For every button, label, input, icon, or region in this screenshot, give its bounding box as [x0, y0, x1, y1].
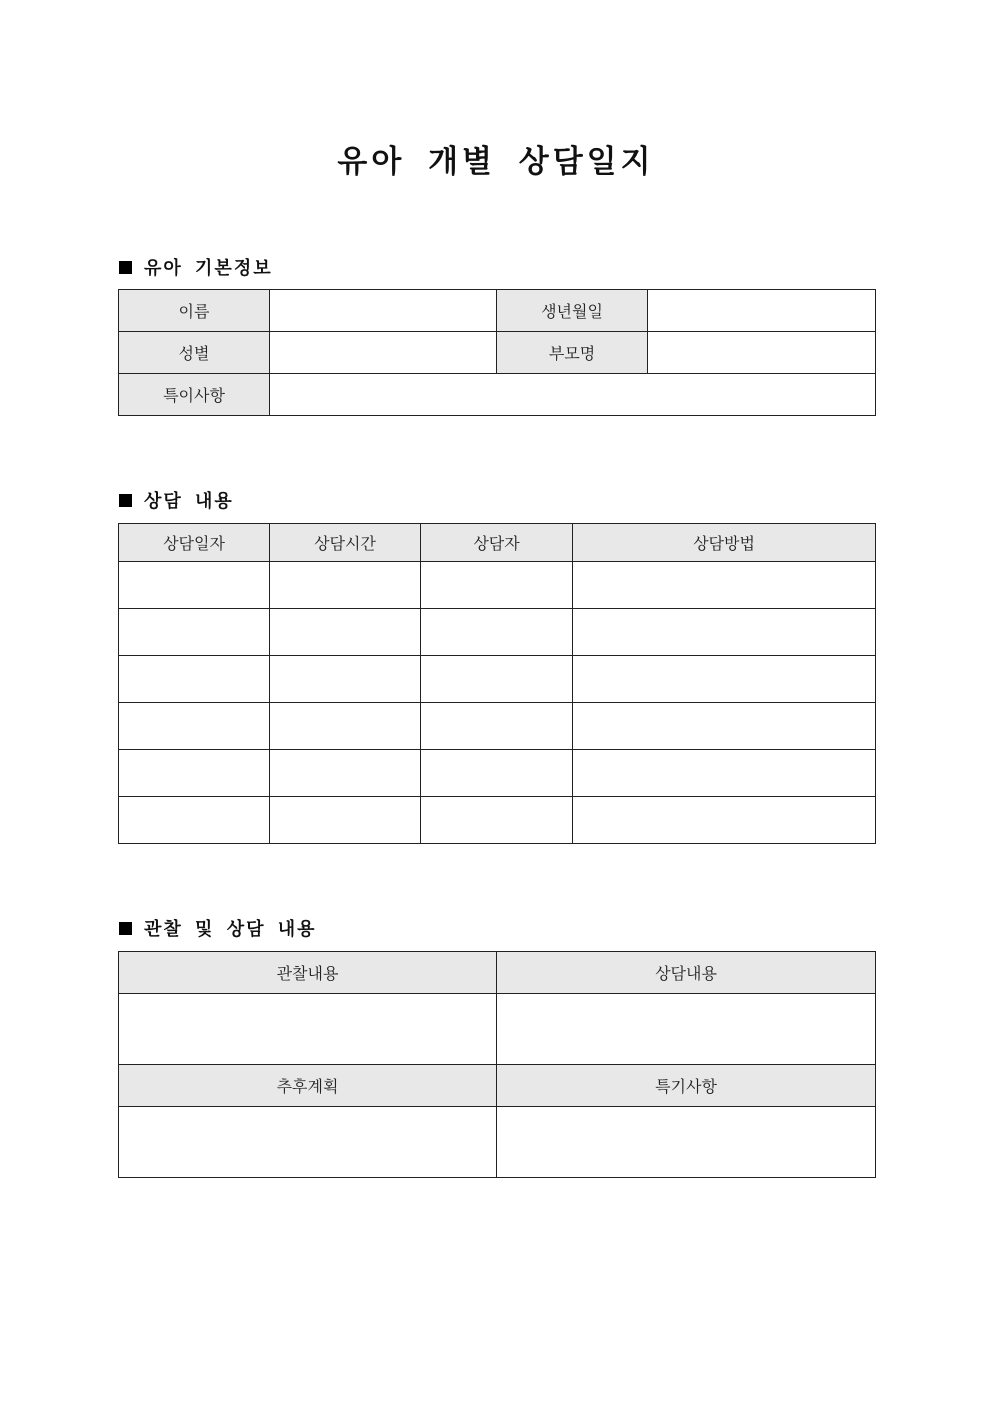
column-header-date: 상담일자: [119, 524, 270, 562]
table-row: [119, 332, 876, 374]
gender-field[interactable]: [270, 332, 497, 374]
method-cell[interactable]: [573, 562, 876, 609]
section-heading-label: 유아 기본정보: [144, 258, 273, 279]
consultation-table: [118, 523, 876, 844]
special-notes-field[interactable]: [497, 1107, 876, 1178]
column-header-counselor: 상담자: [421, 524, 573, 562]
table-row: [119, 703, 876, 750]
basic-info-table: [118, 289, 876, 416]
section-heading-observation: [119, 915, 317, 941]
table-header-row: [119, 1065, 876, 1107]
parent-name-label: 부모명: [497, 332, 648, 374]
table-header-row: [119, 524, 876, 562]
table-row: [119, 290, 876, 332]
date-cell[interactable]: [119, 656, 270, 703]
table-row: [119, 1107, 876, 1178]
birth-date-field[interactable]: [648, 290, 876, 332]
table-row: [119, 994, 876, 1065]
date-cell[interactable]: [119, 750, 270, 797]
counselor-cell[interactable]: [421, 562, 573, 609]
time-cell[interactable]: [270, 797, 421, 844]
table-row: [119, 374, 876, 416]
name-label: 이름: [119, 290, 270, 332]
column-header-time: 상담시간: [270, 524, 421, 562]
square-bullet-icon: [119, 494, 132, 507]
section-heading-consultation: [119, 487, 234, 513]
time-cell[interactable]: [270, 656, 421, 703]
table-row: [119, 656, 876, 703]
parent-name-field[interactable]: [648, 332, 876, 374]
section-heading-basic-info: [119, 254, 273, 280]
time-cell[interactable]: [270, 703, 421, 750]
follow-up-plan-field[interactable]: [119, 1107, 497, 1178]
notes-field[interactable]: [270, 374, 876, 416]
special-notes-label: 특기사항: [497, 1065, 876, 1107]
time-cell[interactable]: [270, 562, 421, 609]
notes-label: 특이사항: [119, 374, 270, 416]
column-header-method: 상담방법: [573, 524, 876, 562]
follow-up-plan-label: 추후계획: [119, 1065, 497, 1107]
method-cell[interactable]: [573, 750, 876, 797]
counselor-cell[interactable]: [421, 703, 573, 750]
method-cell[interactable]: [573, 609, 876, 656]
table-row: [119, 562, 876, 609]
date-cell[interactable]: [119, 797, 270, 844]
observation-field[interactable]: [119, 994, 497, 1065]
method-cell[interactable]: [573, 703, 876, 750]
birth-date-label: 생년월일: [497, 290, 648, 332]
table-row: [119, 750, 876, 797]
time-cell[interactable]: [270, 609, 421, 656]
date-cell[interactable]: [119, 562, 270, 609]
date-cell[interactable]: [119, 609, 270, 656]
section-heading-label: 상담 내용: [144, 491, 234, 512]
document-title: 유아 개별 상담일지: [337, 144, 655, 180]
consult-content-label: 상담내용: [497, 952, 876, 994]
section-heading-label: 관찰 및 상담 내용: [144, 919, 317, 940]
counselor-cell[interactable]: [421, 797, 573, 844]
square-bullet-icon: [119, 261, 132, 274]
counselor-cell[interactable]: [421, 609, 573, 656]
consult-content-field[interactable]: [497, 994, 876, 1065]
table-row: [119, 797, 876, 844]
time-cell[interactable]: [270, 750, 421, 797]
table-row: [119, 609, 876, 656]
counselor-cell[interactable]: [421, 656, 573, 703]
square-bullet-icon: [119, 922, 132, 935]
gender-label: 성별: [119, 332, 270, 374]
observation-label: 관찰내용: [119, 952, 497, 994]
observation-table: [118, 951, 876, 1178]
method-cell[interactable]: [573, 797, 876, 844]
counselor-cell[interactable]: [421, 750, 573, 797]
date-cell[interactable]: [119, 703, 270, 750]
name-field[interactable]: [270, 290, 497, 332]
method-cell[interactable]: [573, 656, 876, 703]
table-header-row: [119, 952, 876, 994]
